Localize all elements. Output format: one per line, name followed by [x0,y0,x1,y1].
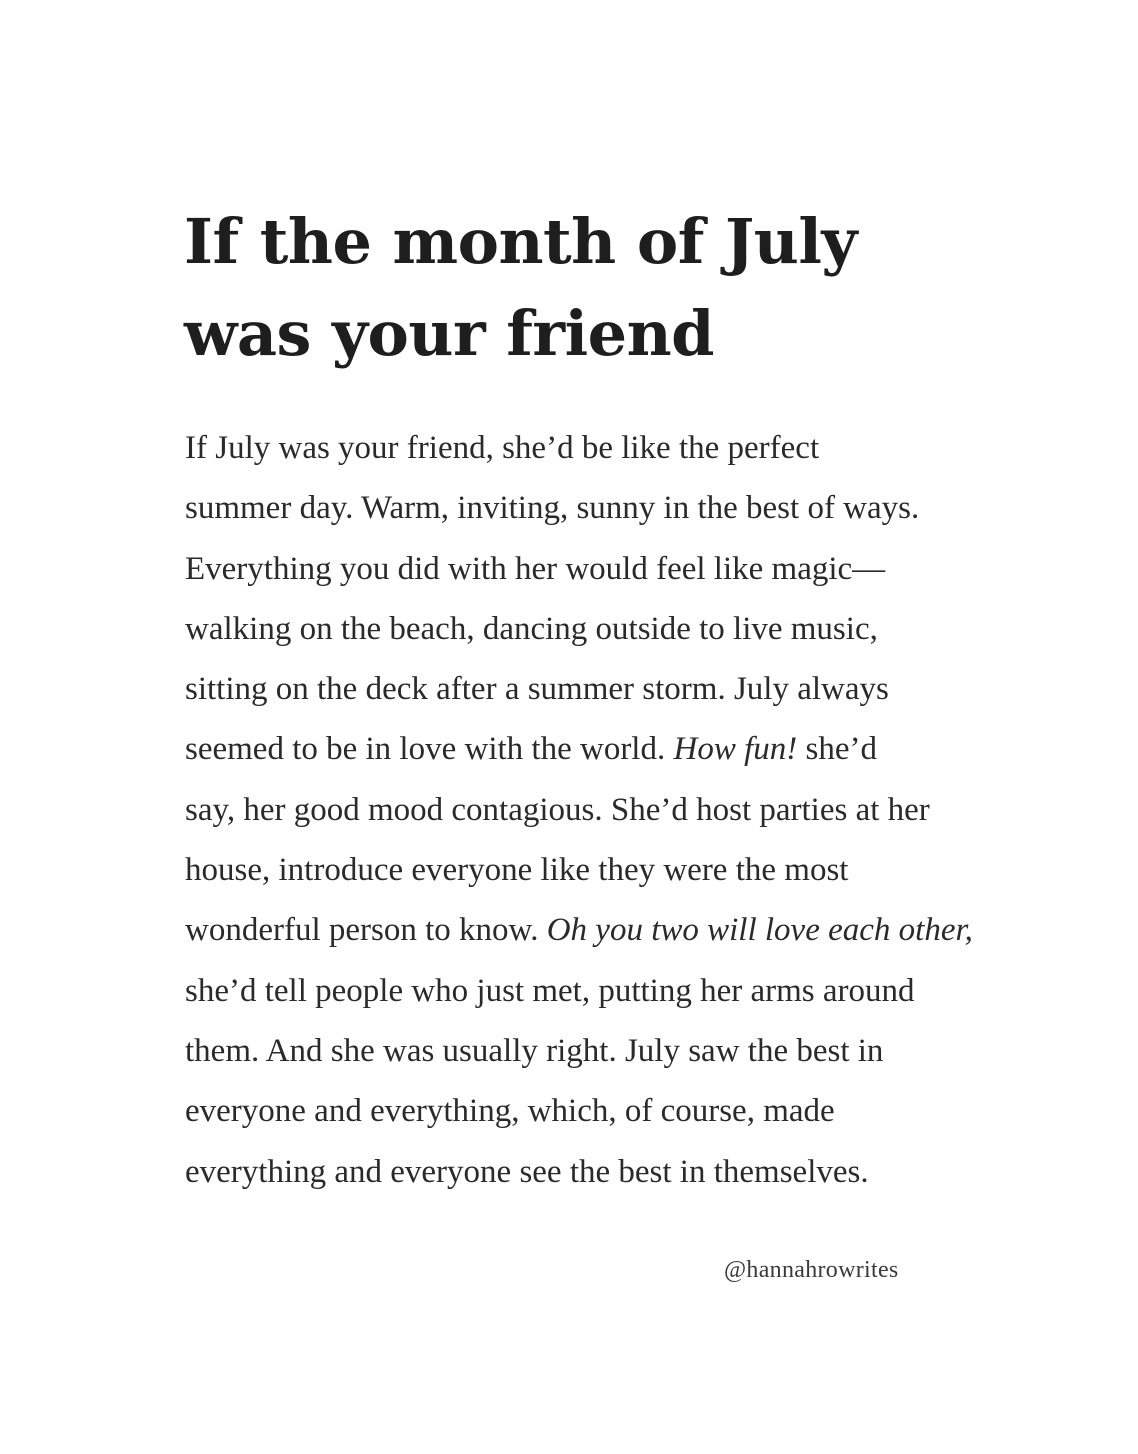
body-line: walking on the beach, dancing outside to live music, [185,610,878,647]
body-line: she’d tell people who just met, putting her arms around [185,972,915,1009]
body-line: say, her good mood contagious. She’d host parties at her [185,791,930,828]
title-line: was your friend [184,297,715,370]
body-line [185,719,1085,779]
body-line: If July was your friend, she’d be like the perfect [185,430,820,466]
body-text-segment: wonderful person to know. [185,912,547,949]
body-text-segment: she’d [797,731,877,768]
italic-quote: Oh you two will love each other, [546,912,973,949]
body-line: sitting on the deck after a summer storm. July always [185,671,889,708]
body-line: everyone and everything, which, of course, made [185,1093,835,1130]
author-handle: @hannahrowrites [724,1257,899,1283]
page-title [184,196,857,380]
body-line: them. And she was usually right. July saw the best in [185,1032,884,1069]
body-line: house, introduce everyone like they were the most [185,852,849,889]
body-text-segment: seemed to be in love with the world. [185,731,674,768]
body-line: summer day. Warm, inviting, sunny in the best of ways. [185,490,920,527]
italic-quote: How fun! [673,731,798,768]
body-line: everything and everyone see the best in themselves. [185,1153,869,1190]
body-line [185,900,1085,960]
title-line: If the month of July [184,205,857,278]
body-line: Everything you did with her would feel like magic— [185,550,886,587]
body-paragraph [185,418,1085,1202]
